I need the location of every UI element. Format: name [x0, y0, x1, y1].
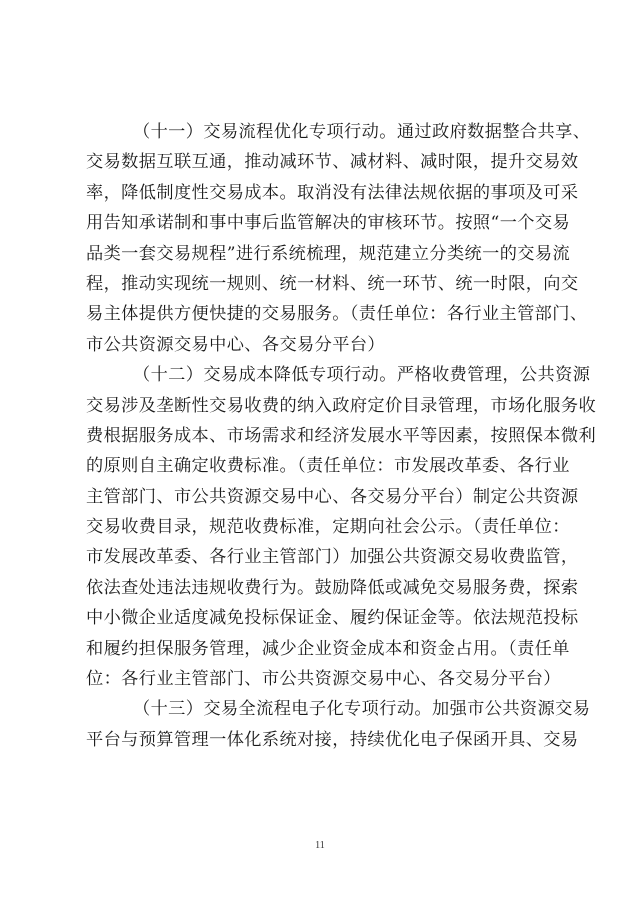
text-line: （十三）交易全流程电子化专项行动。加强市公共资源交易: [133, 699, 591, 720]
text-line: 中小微企业适度减免投标保证金、履约保证金等。依法规范投标: [86, 608, 579, 629]
text-line: 费根据服务成本、市场需求和经济发展水平等因素，按照保本微利: [86, 425, 597, 446]
text-line: 程，推动实现统一规则、统一材料、统一环节、统一时限，向交: [86, 273, 579, 294]
page-number: 11: [315, 840, 325, 851]
text-line: 和履约担保服务管理，减少企业资金成本和资金占用。（责任单: [86, 638, 570, 659]
text-line: 品类一套交易规程”进行系统梳理，规范建立分类统一的交易流: [86, 243, 571, 264]
text-line: 主管部门、市公共资源交易中心、各交易分平台）制定公共资源: [86, 486, 579, 507]
text-line: 交易收费目录，规范收费标准，定期向社会公示。（责任单位：: [86, 517, 570, 538]
text-line: 交易数据互联互通，推动减环节、减材料、减时限，提升交易效: [86, 152, 579, 173]
text-line: 的原则自主确定收费标准。（责任单位：市发展改革委、各行业: [86, 456, 570, 477]
text-line: 市公共资源交易中心、各交易分平台）: [86, 334, 385, 355]
text-line: （十二）交易成本降低专项行动。严格收费管理，公共资源: [133, 365, 591, 386]
text-line: 率，降低制度性交易成本。取消没有法律法规依据的事项及可采: [86, 182, 579, 203]
text-line: 位：各行业主管部门、市公共资源交易中心、各交易分平台）: [86, 669, 561, 690]
text-line: 平台与预算管理一体化系统对接，持续优化电子保函开具、交易: [86, 729, 579, 750]
text-line: 易主体提供方便快捷的交易服务。（责任单位：各行业主管部门、: [86, 304, 588, 325]
body-text: [86, 117, 597, 755]
text-line: 市发展改革委、各行业主管部门）加强公共资源交易收费监管，: [86, 547, 579, 568]
text-line: 用告知承诺制和事中事后监管解决的审核环节。按照“一个交易: [86, 213, 571, 234]
text-line: 交易涉及垄断性交易收费的纳入政府定价目录管理，市场化服务收: [86, 395, 597, 416]
text-line: 依法查处违法违规收费行为。鼓励降低或减免交易服务费，探索: [86, 577, 579, 598]
text-line: （十一）交易流程优化专项行动。通过政府数据整合共享、: [133, 122, 591, 142]
